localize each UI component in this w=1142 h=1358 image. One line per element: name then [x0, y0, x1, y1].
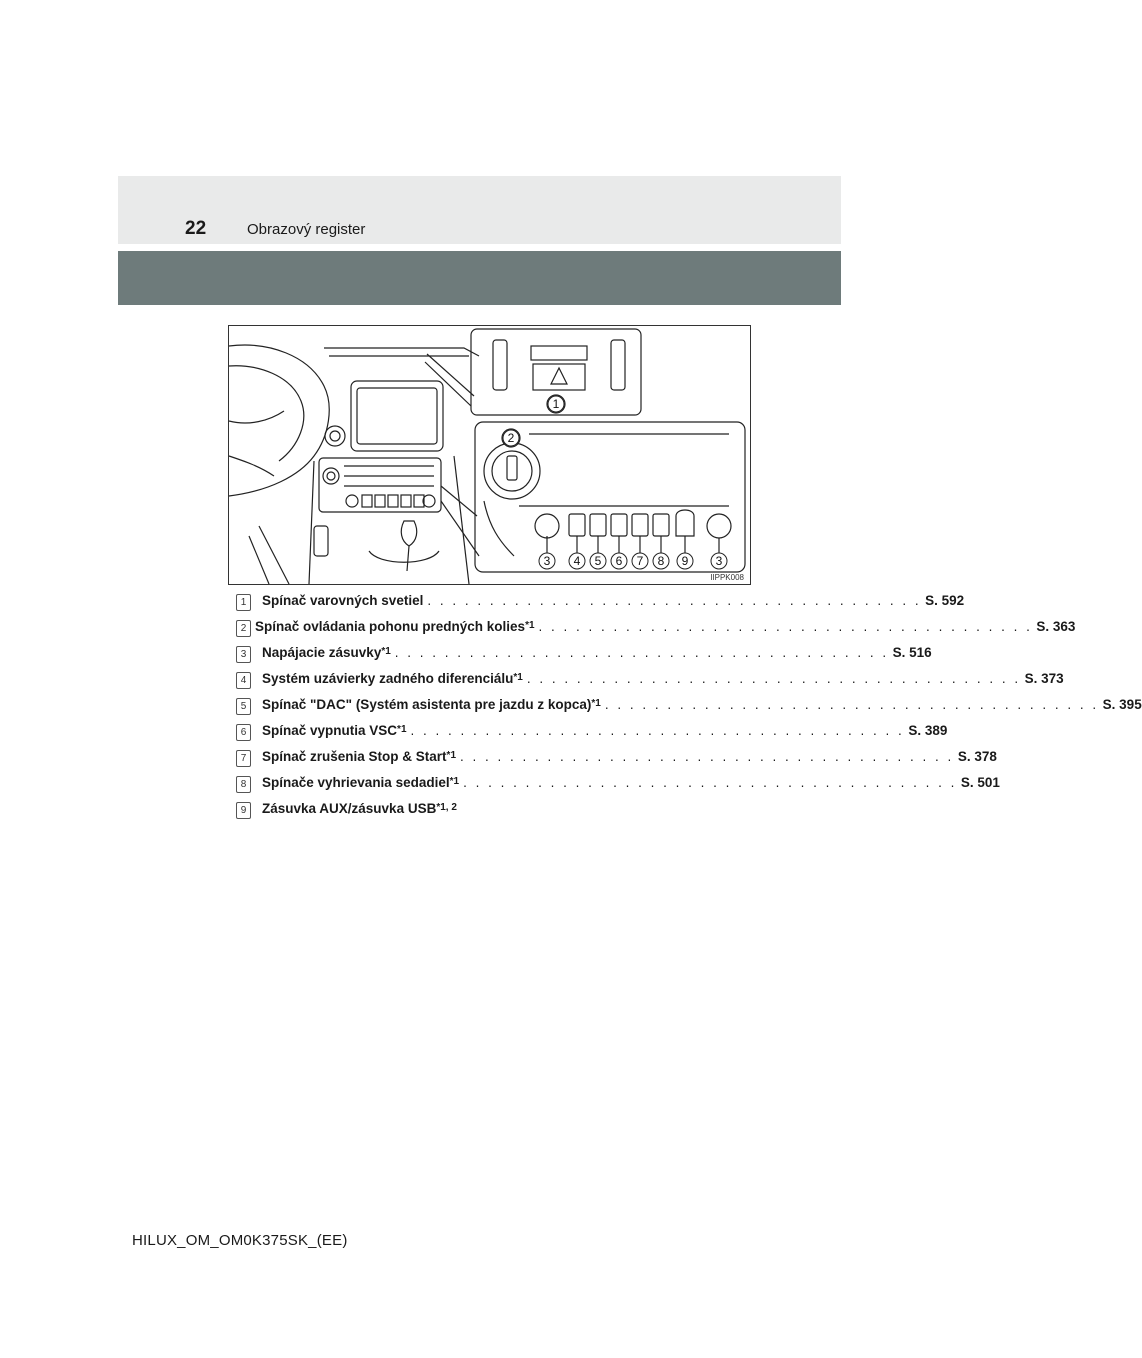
item-number: 8: [236, 776, 251, 793]
legend-item: [236, 774, 1000, 800]
legend-item: [236, 670, 1064, 696]
callout-label: 3: [543, 554, 551, 568]
leader-dots: . . . . . . . . . . . . . . . . . . . . . . . . . . . . . . . . . . . . . . . .: [526, 671, 1021, 686]
leader-dots: . . . . . . . . . . . . . . . . . . . . . . . . . . . . . . . . . . . . . . . .: [463, 775, 957, 790]
item-label: Spínač zrušenia Stop & Start$^{*1}$: [262, 749, 456, 764]
title-bar: [118, 251, 841, 305]
footnote-marker: *1, 2: [436, 802, 457, 813]
footnote-marker: *1: [449, 776, 460, 787]
legend-item: [236, 722, 948, 748]
item-label: Spínač varovných svetiel: [262, 593, 424, 608]
page-number: 22: [185, 218, 207, 239]
legend-list: [236, 592, 1142, 826]
document-code: HILUX_OM_OM0K375SK_(EE): [132, 1232, 348, 1249]
footnote-marker: *1: [397, 724, 407, 735]
footnote-marker: *1: [381, 646, 391, 657]
callout-label: 9: [681, 554, 689, 568]
page-reference: S. 378: [957, 749, 997, 764]
legend-item: [236, 644, 932, 670]
item-label: Spínače vyhrievania sedadiel$^{*1}$: [262, 775, 460, 790]
callout-label: 2: [507, 431, 515, 445]
callout-label: 3: [715, 554, 723, 568]
item-number: 2: [236, 620, 251, 637]
item-number: 7: [236, 750, 251, 767]
callout-label: 1: [552, 397, 560, 411]
legend-item: [236, 748, 997, 774]
page-reference: S. 501: [960, 775, 1000, 790]
legend-item: [236, 618, 1076, 644]
callout-label: 5: [594, 554, 602, 568]
leader-dots: . . . . . . . . . . . . . . . . . . . . . . . . . . . . . . . . . . . . . . . .: [460, 749, 954, 764]
footnote-marker: *1: [446, 750, 456, 761]
item-label: Spínač ovládania pohonu predných kolies$^{*1}$: [255, 619, 535, 634]
legend-item: [236, 592, 965, 618]
leader-dots: . . . . . . . . . . . . . . . . . . . . . . . . . . . . . . . . . . . . . . . .: [394, 645, 889, 660]
item-number: 1: [236, 594, 251, 611]
page-reference: S. 363: [1036, 619, 1076, 634]
page-reference: S. 373: [1024, 671, 1064, 686]
callout-label: 4: [573, 554, 581, 568]
item-label: Spínač vypnutia VSC$^{*1}$: [262, 723, 407, 738]
item-label: Systém uzávierky zadného diferenciálu$^{*1}$: [262, 671, 523, 686]
footnote-marker: *1: [591, 698, 601, 709]
item-label: Spínač "DAC" (Systém asistenta pre jazdu z kopca)$^{*1}$: [262, 697, 601, 712]
callout-label: 6: [615, 554, 623, 568]
leader-dots: . . . . . . . . . . . . . . . . . . . . . . . . . . . . . . . . . . . . . . . .: [410, 723, 905, 738]
item-number: 9: [236, 802, 251, 819]
page-reference: S. 395: [1102, 697, 1142, 712]
footnote-marker: *1: [525, 620, 535, 631]
item-number: 6: [236, 724, 251, 741]
page-reference: S. 592: [925, 593, 965, 608]
item-label: Zásuvka AUX/zásuvka USB$^{*1, 2}$: [262, 801, 457, 816]
header-band: [118, 176, 841, 244]
section-title: Obrazový register: [247, 221, 366, 238]
callout-label: 7: [636, 554, 644, 568]
leader-dots: . . . . . . . . . . . . . . . . . . . . . . . . . . . . . . . . . . . . . . . .: [604, 697, 1099, 712]
item-number: 4: [236, 672, 251, 689]
dashboard-drawing: [229, 326, 750, 584]
page-reference: S. 516: [892, 645, 932, 660]
dashboard-illustration: [228, 325, 751, 585]
leader-dots: . . . . . . . . . . . . . . . . . . . . . . . . . . . . . . . . . . . . . . . .: [427, 593, 922, 608]
item-label: Napájacie zásuvky$^{*1}$: [262, 645, 391, 660]
figure-code: IIPPK008: [710, 573, 744, 582]
callout-label: 8: [657, 554, 665, 568]
page-reference: S. 389: [908, 723, 948, 738]
leader-dots: . . . . . . . . . . . . . . . . . . . . . . . . . . . . . . . . . . . . . . . .: [538, 619, 1033, 634]
item-number: 5: [236, 698, 251, 715]
legend-item: [236, 696, 1142, 722]
footnote-marker: *1: [513, 672, 523, 683]
item-number: 3: [236, 646, 251, 663]
legend-item: [236, 800, 726, 826]
